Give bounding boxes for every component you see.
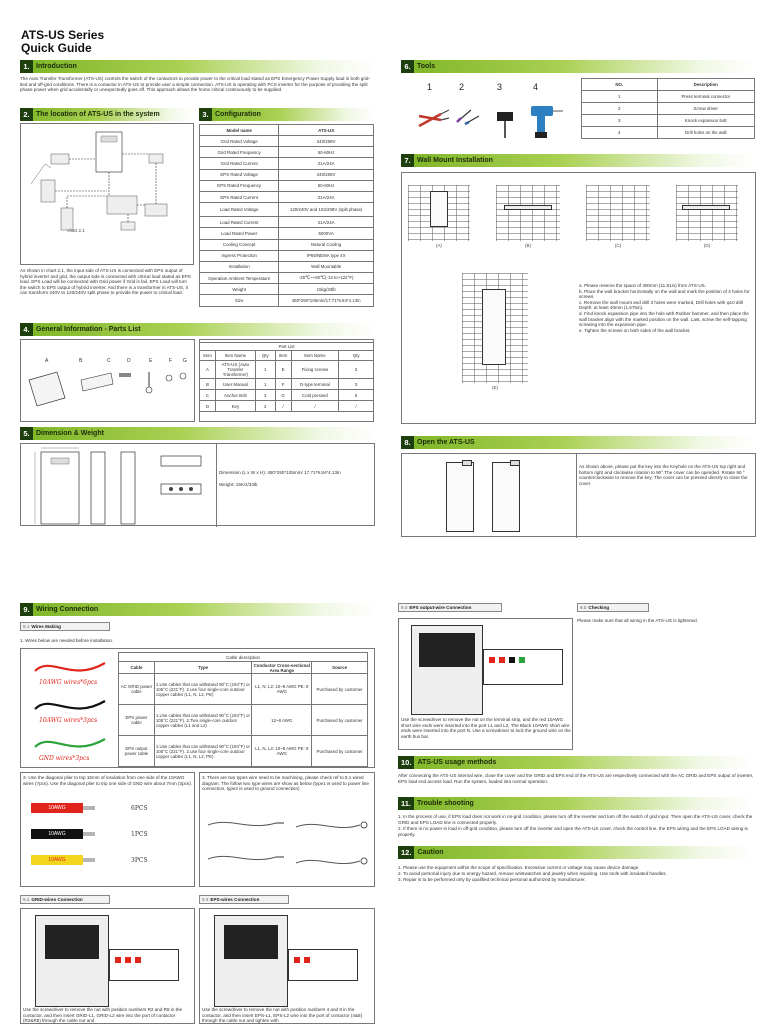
parts-header-row bbox=[200, 351, 374, 361]
checking-text: Please make sure that all wiring in the ATS-US is tightened. bbox=[577, 618, 698, 623]
doc-title: ATS-US Series bbox=[21, 28, 105, 42]
caution-line-3: 3. Repair is to be performed only by qualified technical personal authorized by manufacturer. bbox=[398, 877, 586, 882]
tools-row bbox=[582, 103, 755, 115]
parts-cell: G bbox=[275, 390, 291, 401]
parts-header-cell: Qty bbox=[255, 351, 275, 361]
sub-number: 9.2 bbox=[23, 897, 30, 902]
cable-cell: 12~8 AWG bbox=[252, 705, 312, 736]
parts-header-cell: Item bbox=[200, 351, 216, 361]
strip-wire: 10AWG bbox=[31, 829, 83, 839]
config-row bbox=[200, 284, 374, 295]
wall-caption: (D) bbox=[703, 243, 711, 248]
tool-number: 3 bbox=[497, 82, 503, 92]
cable-table-title: Cable description bbox=[119, 653, 368, 662]
section-number: 2. bbox=[20, 108, 33, 121]
section-title: Tools bbox=[417, 63, 436, 70]
wall-step: b. Place the wall bracket horizontally on the wall and mark the position of 3 holes for screws. bbox=[579, 288, 750, 300]
sub-wires-making bbox=[20, 622, 110, 631]
sub-number: 9.4 bbox=[401, 605, 408, 610]
config-value: 240/208V bbox=[279, 169, 374, 180]
parts-cell: User Manual bbox=[215, 379, 255, 390]
section-open-header bbox=[401, 436, 756, 449]
config-param: Ingress Protection bbox=[200, 250, 279, 261]
eps-output-box bbox=[398, 618, 573, 750]
parts-header-cell: Item Name bbox=[215, 351, 255, 361]
wall-step: e. Tighten the screws on both sides of the wall bracket. bbox=[579, 327, 691, 333]
parts-cell: Anchor Bolt bbox=[215, 390, 255, 401]
strip-box bbox=[20, 772, 195, 887]
config-param: Cooling Concept bbox=[200, 239, 279, 250]
config-param: Grid Rated Frequency bbox=[200, 147, 279, 158]
config-param: Installation bbox=[200, 261, 279, 272]
strip-core bbox=[83, 806, 95, 810]
parts-header-cell: Qty bbox=[339, 351, 374, 361]
config-value: Natural Cooling bbox=[279, 239, 374, 250]
wall-steps bbox=[579, 283, 753, 333]
parts-cell: Key bbox=[215, 401, 255, 412]
tools-header-cell: NO. bbox=[582, 79, 658, 91]
location-text: As shown in chart 2.1, the input side of ATS-US is connected with EPS output of hybrid inverter and grid, the output side is connected with critical load stated as EPS load. EPS Load will be connected with Grid power if Grid is fail, EPS Load will turn the switch to EPS output of hybrid inverter. And there is a transformer in ATS-US, it can transform 240V to 120/240V split phase to provide the power to critical load. bbox=[20, 268, 191, 296]
parts-cell: Cold pressed bbox=[291, 390, 339, 401]
tools-illustration bbox=[401, 76, 576, 146]
parts-row bbox=[200, 401, 374, 412]
dimension-text: Dimension (L x W x H): 450*250*105mm/ 17.71*9.84*4.13in bbox=[219, 470, 341, 475]
caution-line-2: 2. To avoid personal injury due to energy hazard, remove wristwatches and jewelry when repairing. Use tools with insulated handles. bbox=[398, 871, 667, 876]
parts-cell: 2 bbox=[339, 361, 374, 379]
tools-cell: 4 bbox=[582, 127, 658, 139]
wire-samples bbox=[21, 649, 119, 769]
section-title: ATS-US usage methods bbox=[417, 759, 497, 766]
section-title: Configuration bbox=[215, 111, 261, 118]
cable-header-cell: Cable bbox=[119, 662, 155, 674]
cable-header-cell: Conductor Cross-sectional Area Range bbox=[253, 662, 310, 673]
section-title: General Information - Parts List bbox=[36, 326, 141, 333]
tools-cell: 3 bbox=[582, 115, 658, 127]
section-usage-header bbox=[398, 756, 753, 769]
section-title: Dimension & Weight bbox=[36, 430, 104, 437]
parts-cell: 1 bbox=[255, 361, 275, 379]
strip-count: 1PCS bbox=[131, 831, 148, 838]
section-number: 12. bbox=[398, 846, 414, 859]
strip-core bbox=[83, 832, 95, 836]
wall-step: d. Find knock expansion pipe into the hole with Rubber hammer, and then place the wall bracket align with the marked position on the wall. Last, screw the self-tapping screwing into the expansion pipe. bbox=[579, 310, 749, 328]
tools-row bbox=[582, 91, 755, 103]
parts-cell: Fixing screws bbox=[291, 361, 339, 379]
parts-header-cell: Item Name bbox=[291, 351, 339, 361]
config-row bbox=[200, 250, 374, 261]
weight-text: Weight: 15KG/33lb bbox=[219, 482, 258, 487]
parts-cell: 1 bbox=[255, 379, 275, 390]
section-location-header bbox=[20, 108, 195, 121]
part-letter: B bbox=[79, 358, 83, 364]
config-row bbox=[200, 239, 374, 250]
system-diagram bbox=[20, 123, 194, 265]
section-number: 3. bbox=[199, 108, 212, 121]
strip-count: 6PCS bbox=[131, 805, 148, 812]
config-param: Load Rated Voltage bbox=[200, 203, 279, 217]
config-row bbox=[200, 273, 374, 284]
config-value: 21A/24A bbox=[279, 191, 374, 202]
step2-text: 2- Use the diagonal plier to trip 15mm of insulation from one side of the 10AWG wires (7pcs). Use the diagonal plier to trip one side of GND wire about 7mm (3pcs). bbox=[23, 775, 193, 786]
tool-number: 4 bbox=[533, 82, 539, 92]
cable-cell: EPS output power cable bbox=[119, 736, 155, 767]
sub-title: Wires Making bbox=[31, 624, 61, 629]
section-dimension-header bbox=[20, 427, 375, 440]
caution-line-1: 1. Please use the equipment within the scope of specification. Excessive current or voltage may cause device damage. bbox=[398, 865, 640, 870]
config-row bbox=[200, 191, 374, 202]
part-letter: F bbox=[169, 358, 173, 364]
system-diagram-svg bbox=[21, 124, 195, 266]
tools-table bbox=[581, 78, 755, 139]
section-number: 10. bbox=[398, 756, 414, 769]
wire-label-red: 10AWG wires*6pcs bbox=[39, 679, 98, 686]
trouble-line-1: 1. In the process of use, if EPS load does not work in on-grid condition, please turn off the inverter and turn off the switch of grid input. Then open the ATS-US cover, check the GRID and EPS LOAD line is connected properly. bbox=[398, 814, 753, 825]
config-row bbox=[200, 261, 374, 272]
config-value: 120/240V and 104/208V (split phase) bbox=[279, 203, 374, 217]
section-number: 1. bbox=[20, 60, 33, 73]
eps-output-text: Use the screwdriver to remove the nut on the terminal strip, and the red 10AWG short wire ends were inserted into the port L1 and L2, The Black 10AWG short wire ends were inserted into the port N. Use a screwdriver to lock the ground wire on the earth bus bar. bbox=[401, 717, 571, 739]
sub-title: EPS output-wire Connection bbox=[409, 605, 472, 610]
tools-header-cell: Description bbox=[657, 79, 754, 91]
parts-cell: 3 bbox=[339, 379, 374, 390]
parts-table bbox=[199, 342, 374, 412]
parts-cell: ATS-US (Auto Transfer Transformer) bbox=[215, 361, 255, 379]
wiring-intro: 1. Wires below are needed before installation. bbox=[20, 638, 114, 643]
config-row bbox=[200, 147, 374, 158]
config-value: 5000VA bbox=[279, 228, 374, 239]
config-param: EPS Rated Voltage bbox=[200, 169, 279, 180]
section-title: Open the ATS-US bbox=[417, 439, 475, 446]
cable-cell: Purchased by customer bbox=[312, 736, 368, 767]
config-row bbox=[200, 217, 374, 228]
wire-label-black: 10AWG wires*3pcs bbox=[39, 717, 98, 724]
config-row bbox=[200, 158, 374, 169]
parts-cell: / bbox=[275, 401, 291, 412]
open-text: As shown above, please put the key into the Keyhole on the ATS-US top right and bottom right and clockwise rotation to 90°.The cover can be opended. Rotate 90 ° counterclockwise to remove the key. The cover can be pressed directly to close the cover. bbox=[579, 464, 748, 486]
parts-illustration bbox=[20, 339, 195, 422]
sub-eps-output bbox=[398, 603, 502, 612]
parts-cell: / bbox=[291, 401, 339, 412]
strip-wire: 10AWG bbox=[31, 855, 83, 865]
config-row bbox=[200, 180, 374, 191]
eps-wire-text: Use the screwdriver to remove the nut with position numbers 4 and 8 in the contactor, and then insert EPS-L1, EPS-L2 wire into the port of contactor (4&8) through the cable nut and tighten with bbox=[202, 1007, 363, 1024]
parts-row bbox=[200, 361, 374, 379]
config-row bbox=[200, 228, 374, 239]
section-number: 7. bbox=[401, 154, 414, 167]
eps-wire-box bbox=[199, 908, 375, 1024]
config-value: 21A/24A bbox=[279, 158, 374, 169]
cable-cell: L1, N, L2: 10~8 AWG PE: 8 AWG bbox=[252, 736, 312, 767]
config-value: 240/208V bbox=[279, 136, 374, 147]
section-introduction-header bbox=[20, 60, 375, 73]
sub-grid-wires bbox=[20, 895, 110, 904]
config-header-cell: Model name bbox=[200, 125, 279, 136]
section-title: The location of ATS-US in the system bbox=[36, 111, 160, 118]
parts-cell: 2 bbox=[255, 401, 275, 412]
config-value: 450*250*105mm/17.71*9.84*4.13in bbox=[279, 295, 374, 306]
tools-row bbox=[582, 127, 755, 139]
open-box bbox=[401, 453, 756, 537]
wall-figure-b bbox=[496, 185, 560, 241]
tools-cell: Drill holes on the wall bbox=[657, 127, 754, 139]
strip-count: 3PCS bbox=[131, 857, 148, 864]
intro-text: The Auto Transfer Transformer (ATS-US) controls the switch of the contactors to provide power to the critical load stated as EPS Emergency Power Supply load in both grid-tied and off-grid conditions. There is a contactor in ATS-US to provide user a simple connection. ATS-US is operating with PCS inverter for the purpose of providing the split phase power when grid accidentally or unexpectedly goes off. This approach allows the home critical continuously to be supplied. bbox=[20, 76, 370, 93]
tools-cell: Knock expansion bolt bbox=[657, 115, 754, 127]
wall-caption: (E) bbox=[492, 385, 498, 390]
parts-row bbox=[200, 390, 374, 401]
section-title: Caution bbox=[417, 849, 444, 856]
config-value: 50-60Hz bbox=[279, 147, 374, 158]
part-letter: D bbox=[127, 358, 131, 364]
config-row bbox=[200, 169, 374, 180]
parts-row bbox=[200, 379, 374, 390]
tools-table-body bbox=[582, 91, 755, 139]
wall-caption: (C) bbox=[614, 243, 622, 248]
section-tools-header bbox=[401, 60, 756, 73]
section-number: 6. bbox=[401, 60, 414, 73]
sub-title: GRID-wires Connection bbox=[31, 897, 83, 902]
cable-header-row bbox=[119, 662, 368, 674]
section-caution-header bbox=[398, 846, 753, 859]
dimension-divider bbox=[216, 444, 217, 527]
section-title: Trouble shooting bbox=[417, 800, 474, 807]
cable-cell: AC GRID power cable bbox=[119, 674, 155, 705]
parts-cell: A bbox=[200, 361, 216, 379]
config-row bbox=[200, 295, 374, 306]
cable-header-cell: Type bbox=[154, 662, 252, 674]
cable-table bbox=[118, 652, 368, 767]
config-value: Wall Mountable bbox=[279, 261, 374, 272]
ats-open-figure-2 bbox=[492, 462, 520, 532]
config-value: IP65/NEMA type 4X bbox=[279, 250, 374, 261]
type-box bbox=[199, 772, 375, 887]
cable-row bbox=[119, 736, 368, 767]
tool-number: 1 bbox=[427, 82, 433, 92]
section-wiring-header bbox=[20, 603, 375, 616]
open-divider bbox=[576, 454, 577, 538]
config-row bbox=[200, 136, 374, 147]
section-number: 5. bbox=[20, 427, 33, 440]
section-title: Wall Mount Installation bbox=[417, 157, 493, 164]
config-param: Operation Ambient Temperature bbox=[200, 273, 279, 284]
cable-cell: Purchased by customer bbox=[312, 674, 368, 705]
parts-table-title: Part List bbox=[200, 343, 374, 351]
section-title: Introduction bbox=[36, 63, 77, 70]
parts-cell: D-type terminal bbox=[291, 379, 339, 390]
wall-step: a. Please reserve the space of 300mm (11.81in) from ATS-US. bbox=[579, 283, 706, 288]
grid-wire-box bbox=[20, 908, 195, 1024]
section-wall-header bbox=[401, 154, 756, 167]
section-title: Wiring Connection bbox=[36, 606, 99, 613]
section-number: 8. bbox=[401, 436, 414, 449]
usage-text: After connecting the ATS-US internal wire, close the cover and the GRID and EPS end of the ATS-US are respectively connected with the AC GRID and EPS output of inverter, EPS load end access load. Run the system, loaded into normal operation. bbox=[398, 773, 754, 784]
sub-number: 9.1 bbox=[23, 624, 30, 629]
parts-cell: E bbox=[275, 361, 291, 379]
parts-cell: C bbox=[200, 390, 216, 401]
parts-illustration-svg bbox=[21, 340, 196, 423]
wall-figure-d bbox=[676, 185, 738, 241]
cable-row bbox=[119, 705, 368, 736]
config-value: 15kg/33lb bbox=[279, 284, 374, 295]
config-param: Grid Rated Voltage bbox=[200, 136, 279, 147]
tool-number: 2 bbox=[459, 82, 465, 92]
ats-open-figure-1 bbox=[446, 462, 474, 532]
config-table-body bbox=[200, 136, 374, 307]
config-row bbox=[200, 203, 374, 217]
section-number: 9. bbox=[20, 603, 33, 616]
cable-table-body bbox=[119, 674, 368, 767]
grid-wire-text: Use the screwdriver to remove the nut with position numbers R2 and R8 in the contactor, and then insert GRID-L1, GRID-L2 wire into the port of contactor (R2&R8) through the cable nut and bbox=[23, 1007, 183, 1024]
wire-label-green: GND wires*3pcs bbox=[39, 755, 90, 762]
config-table bbox=[199, 124, 374, 307]
part-letter: E bbox=[149, 358, 153, 364]
cable-cell: 1.Use cables that can withstand 90°C (194°F) or 105°C (221°F). 2.Two single-core outdoor copper cables (L1 and L2) bbox=[154, 705, 252, 736]
config-param: EPS Rated Frequency bbox=[200, 180, 279, 191]
wall-mount-box bbox=[401, 172, 756, 424]
sub-number: 9.3 bbox=[202, 897, 209, 902]
config-param: Grid Rated Current bbox=[200, 158, 279, 169]
cable-row bbox=[119, 674, 368, 705]
sub-eps-wires bbox=[199, 895, 289, 904]
section-config-header bbox=[199, 108, 374, 121]
tools-cell: Screw driver bbox=[657, 103, 754, 115]
trouble-line-2: 2. If there is no power in load in off-grid condition, please turn off the inverter and open the ATS-US cover, check the control line, the EPS wiring and the EPS LOAD wiring is properly. bbox=[398, 826, 748, 837]
parts-cell: / bbox=[339, 401, 374, 412]
config-param: Weight bbox=[200, 284, 279, 295]
wall-figure-e bbox=[462, 273, 528, 383]
config-param: Size bbox=[200, 295, 279, 306]
strip-core bbox=[83, 858, 95, 862]
sub-checking bbox=[577, 603, 649, 612]
section-parts-header bbox=[20, 323, 375, 336]
doc-subtitle: Quick Guide bbox=[21, 41, 92, 55]
config-value: 21A/24A bbox=[279, 217, 374, 228]
section-number: 4. bbox=[20, 323, 33, 336]
part-letter: A bbox=[45, 358, 49, 364]
cable-cell: L1, N, L2: 10~8 AWG PE: 8 AWG bbox=[252, 674, 312, 705]
sub-number: 9.5 bbox=[580, 605, 587, 610]
sub-title: EPS-wires Connection bbox=[210, 897, 260, 902]
section-trouble-header bbox=[398, 797, 753, 810]
wall-caption: (A) bbox=[436, 243, 442, 248]
parts-cell: 6 bbox=[339, 390, 374, 401]
parts-header-cell: Item bbox=[275, 351, 291, 361]
config-param: Load Rated Power bbox=[200, 228, 279, 239]
parts-cell: F bbox=[275, 379, 291, 390]
dimension-box bbox=[20, 443, 375, 526]
wall-caption: (B) bbox=[525, 243, 531, 248]
cable-header-cell: Source bbox=[312, 662, 368, 674]
wire-types bbox=[200, 803, 376, 883]
tools-cell: 2 bbox=[582, 103, 658, 115]
tools-cell: Press terminal connector bbox=[657, 91, 754, 103]
parts-cell: 3 bbox=[255, 390, 275, 401]
strip-wire: 10AWG bbox=[31, 803, 83, 813]
wall-figure-c bbox=[586, 185, 650, 241]
wall-step: c. Remove the wall mount and drill 3 holes were marked, Drill holes with φ10 drill Depth: at least 40mm (1.575in). bbox=[579, 299, 744, 311]
chart-caption: chart 2.1 bbox=[67, 228, 85, 233]
section-number: 11. bbox=[398, 797, 414, 810]
cable-cell: 1.Use cables that can withstand 90°C (194°F) or 105°C (221°F). 2.use four single-core outdoor copper cables (L1, N, L2, PE) bbox=[154, 674, 252, 705]
cable-cell: Purchased by customer bbox=[312, 705, 368, 736]
config-param: Load Rated Current bbox=[200, 217, 279, 228]
step3-text: 3. There are two types wire need to be machining, please check ref to 9.1 wired diagram. The follow two type wires are show as below (type1 is used to power line connection, type2 is used to ground connection) bbox=[202, 775, 369, 792]
config-param: EPS Rated Current bbox=[200, 191, 279, 202]
parts-table-body bbox=[200, 361, 374, 412]
config-header-cell: ATS-US bbox=[279, 125, 374, 136]
wall-figure-a bbox=[408, 185, 470, 241]
parts-cell: D bbox=[200, 401, 216, 412]
tools-row bbox=[582, 115, 755, 127]
sub-title: Checking bbox=[588, 605, 610, 610]
cable-cell: 1.Use cables that can withstand 90°C (194°F) or 105°C (221°F). 2.use four single-core outdoor copper cables (L1, N, L2, PE) bbox=[154, 736, 252, 767]
part-letter: G bbox=[183, 358, 187, 364]
dimension-drawings bbox=[21, 444, 216, 527]
config-value: -25℃~+50℃(-13 to+122°F) bbox=[279, 273, 374, 284]
cable-cell: EPS power cable bbox=[119, 705, 155, 736]
config-value: 50-60Hz bbox=[279, 180, 374, 191]
parts-cell: B bbox=[200, 379, 216, 390]
tools-cell: 1 bbox=[582, 91, 658, 103]
part-letter: C bbox=[107, 358, 111, 364]
